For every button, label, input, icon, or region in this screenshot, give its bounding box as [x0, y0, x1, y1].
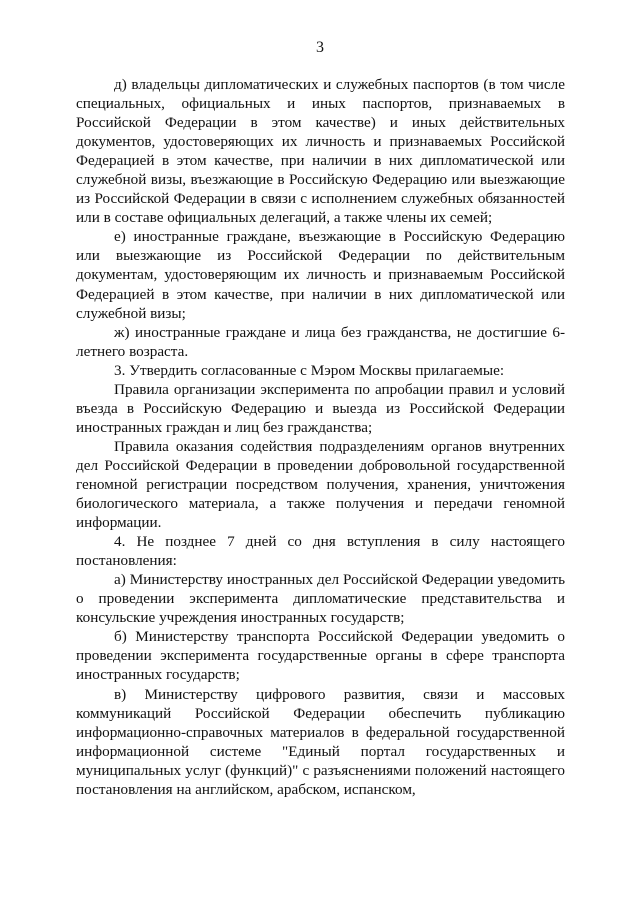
paragraph-genomic-registration-rules: Правила оказания содействия подразделениям органов внутренних дел Российской Федерации в проведении добровольной государственной геномной регистрации посредством получения, хранения, уничтожения биологического материала, а также получения и передачи геномной информации.	[76, 437, 565, 532]
paragraph-zh-children-under-6: ж) иностранные граждане и лица без гражданства, не достигшие 6-летнего возраста.	[76, 323, 565, 360]
document-body	[76, 75, 565, 799]
paragraph-v-digital-development: в) Министерству цифрового развития, связи и массовых коммуникаций Российской Федерации обеспечить публикацию информационно-справочных материалов в федеральной государственной информационной системе "Единый портал государственных и муниципальных услуг (функций)" с разъяснениями положений настоящего постановления на английском, арабском, испанском,	[76, 685, 565, 798]
paragraph-item-3-approve: 3. Утвердить согласованные с Мэром Москвы прилагаемые:	[114, 361, 505, 379]
paragraph-b-transport: б) Министерству транспорта Российской Федерации уведомить о проведении эксперимента государственные органы в сфере транспорта иностранных государств;	[76, 628, 565, 684]
page-number: 3	[316, 39, 324, 56]
paragraph-e-foreign-citizens-visas: е) иностранные граждане, въезжающие в Российскую Федерацию или выезжающие из Российской Федерации по действительным документам, удостоверяющим их личность и признаваемым Российской Федерацией в этом качестве, при наличии в них дипломатической или служебной визы;	[76, 228, 565, 322]
paragraph-item-4-deadline: 4. Не позднее 7 дней со дня вступления в силу настоящего постановления:	[76, 533, 565, 570]
paragraph-experiment-rules: Правила организации эксперимента по апробации правил и условий въезда в Российскую Федерацию и выезда из Российской Федерации иностранных граждан и лиц без гражданства;	[76, 380, 565, 436]
paragraph-a-foreign-affairs: а) Министерству иностранных дел Российской Федерации уведомить о проведении эксперимента дипломатические представительства и консульские учреждения иностранных государств;	[76, 571, 565, 627]
paragraph-d-diplomatic-passports: д) владельцы дипломатических и служебных паспортов (в том числе специальных, официальных и иных паспортов, признаваемых в Российской Федерации в этом качестве) и иных действительных документов, удостоверяющих их личность и признаваемых Российской Федерацией в этом качестве, при наличии в них дипломатической или служебной визы, въезжающие в Российскую Федерацию или выезжающие из Российской Федерации в связи с исполнением служебных обязанностей или в составе официальных делегаций, а также члены их семей;	[76, 76, 565, 227]
